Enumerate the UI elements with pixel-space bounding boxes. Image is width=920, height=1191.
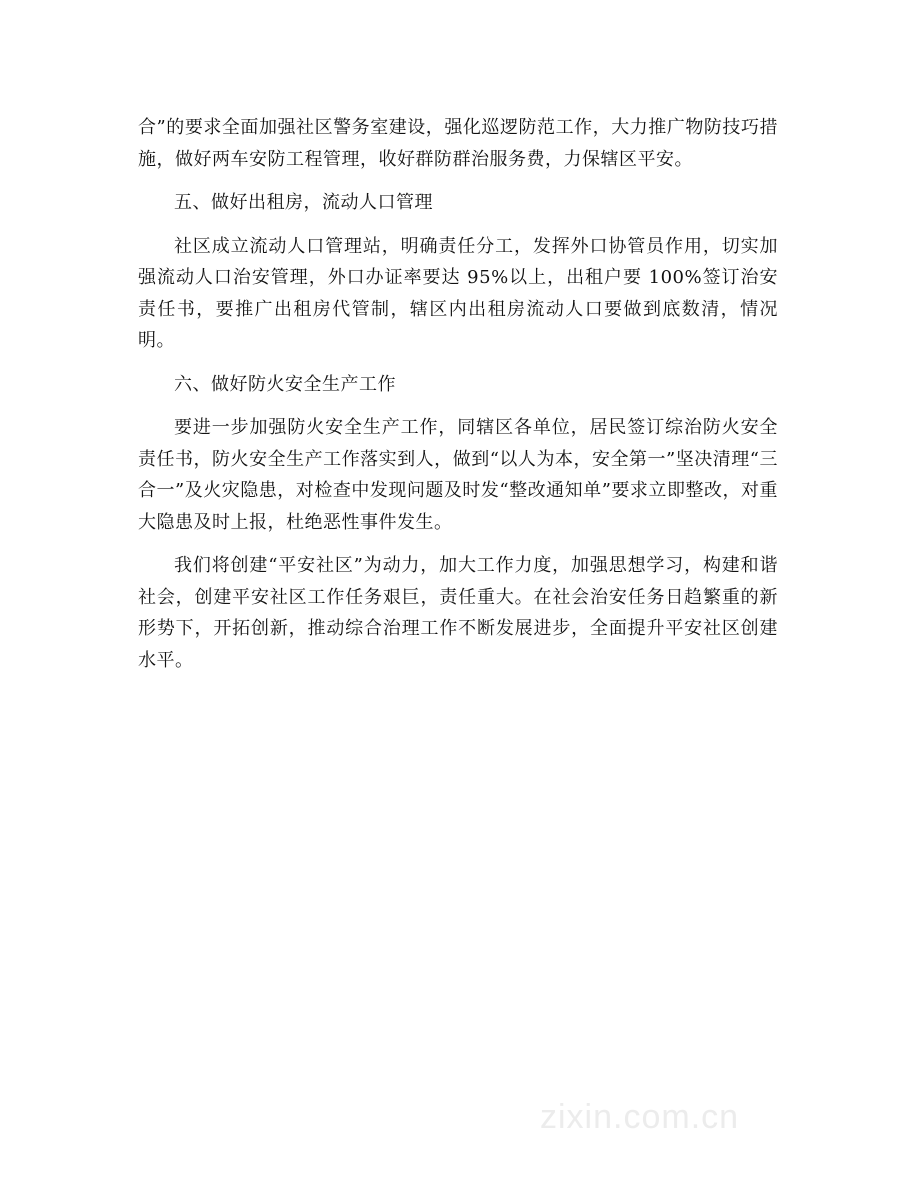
paragraph-conclusion: 我们将创建“平安社区”为动力，加大工作力度，加强思想学习，构建和谐社会，创建平安社区工作任务艰巨，责任重大。在社会治安任务日趋繁重的新形势下，开拓创新，推动综合治理工作不断发展进步，全面提升平安社区创建水平。 bbox=[138, 555, 778, 671]
paragraph-gap bbox=[138, 175, 778, 187]
watermark-logo: zixin.com.cn bbox=[540, 1098, 740, 1136]
paragraph-fire-safety: 要进一步加强防火安全生产工作，同辖区各单位，居民签订综治防火安全责任书，防火安全生产工作落实到人，做到“以人为本，安全第一”坚决清理“三合一”及火灾隐患，对检查中发现问题及时发“整改通知单”要求立即整改，对重大隐患及时上报，杜绝恶性事件发生。 bbox=[138, 417, 778, 533]
section-heading-5: 五、做好出租房，流动人口管理 bbox=[174, 192, 433, 213]
paragraph-floating-population: 社区成立流动人口管理站，明确责任分工，发挥外口协管员作用，切实加强流动人口治安管理，外口办证率要达 95%以上，出租户要 100%签订治安责任书，要推广出租房代管制，辖区内出租房流动人口要做到底数清，情况明。 bbox=[138, 235, 778, 351]
paragraph-gap bbox=[138, 538, 778, 550]
paragraph-gap bbox=[138, 219, 778, 231]
paragraph-gap bbox=[138, 400, 778, 412]
document-body bbox=[138, 112, 778, 676]
paragraph-continuation: 合”的要求全面加强社区警务室建设，强化巡逻防范工作，大力推广物防技巧措施，做好两车安防工程管理，收好群防群治服务费，力保辖区平安。 bbox=[138, 117, 778, 170]
section-heading-6: 六、做好防火安全生产工作 bbox=[174, 373, 396, 395]
paragraph-gap bbox=[138, 357, 778, 369]
